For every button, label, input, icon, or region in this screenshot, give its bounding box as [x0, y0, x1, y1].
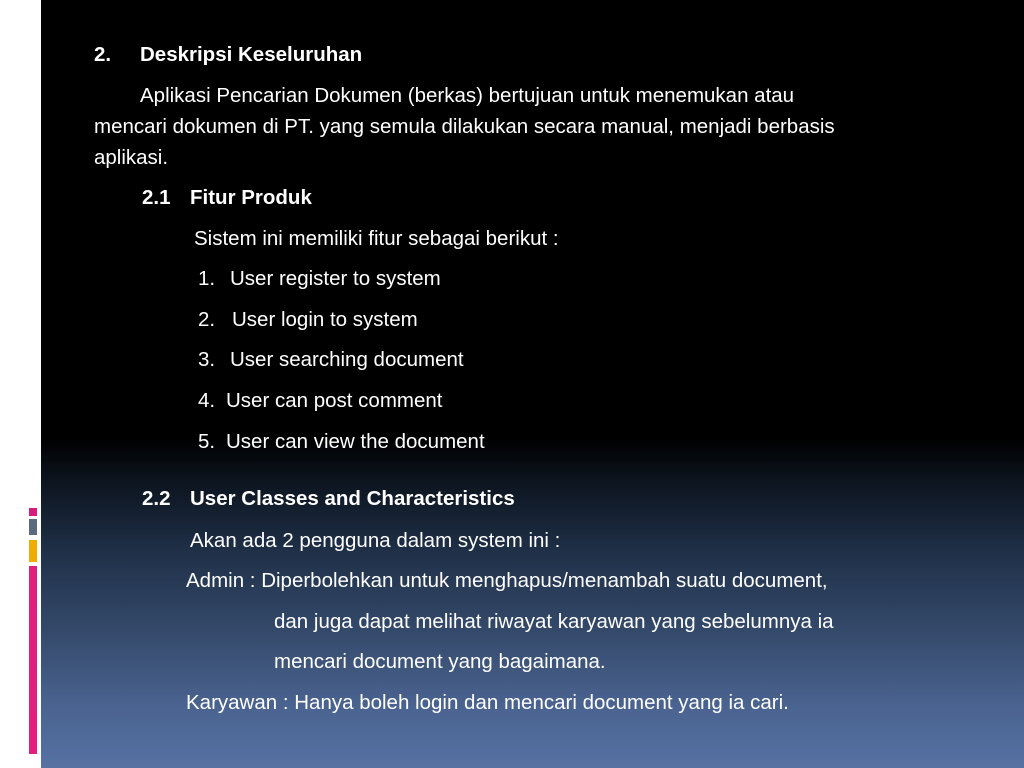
feature-item: [198, 266, 441, 292]
feature-number: 2.: [198, 308, 216, 331]
section-2-paragraph-line-2: mencari dokumen di PT. yang semula dilakukan secara manual, menjadi berbasis: [94, 115, 835, 138]
feature-text: User can post comment: [226, 389, 443, 412]
yellow-accent-bar: [29, 540, 37, 562]
left-decorative-strip: [0, 0, 41, 768]
karyawan-line: Karyawan : Hanya boleh login dan mencari document yang ia cari.: [186, 691, 789, 714]
feature-item: [198, 307, 418, 333]
section-2-2-heading: [142, 486, 515, 512]
section-2-2-title: User Classes and Characteristics: [190, 487, 515, 510]
admin-line-2: dan juga dapat melihat riwayat karyawan yang sebelumnya ia: [274, 610, 834, 633]
section-2-2-number: 2.2: [142, 487, 171, 510]
feature-text: User searching document: [230, 348, 464, 371]
section-2-paragraph-line-3: aplikasi.: [94, 146, 169, 169]
section-2-1-number: 2.1: [142, 186, 171, 209]
feature-number: 1.: [198, 267, 216, 290]
section-2-title: Deskripsi Keseluruhan: [140, 43, 363, 66]
feature-item: [198, 429, 485, 455]
section-2-heading: [94, 42, 362, 68]
feature-number: 4.: [198, 389, 216, 412]
feature-item: [198, 347, 464, 373]
feature-number: 5.: [198, 430, 216, 453]
feature-text: User can view the document: [226, 430, 485, 453]
section-2-1-title: Fitur Produk: [190, 186, 312, 209]
section-2-1-intro: Sistem ini memiliki fitur sebagai berikut :: [194, 227, 559, 250]
feature-text: User register to system: [230, 267, 441, 290]
feature-text: User login to system: [232, 308, 418, 331]
admin-line-3: mencari document yang bagaimana.: [274, 650, 606, 673]
feature-item: [198, 388, 442, 414]
admin-line-1: Admin : Diperbolehkan untuk menghapus/menambah suatu document,: [186, 569, 828, 592]
pink-accent-bar: [29, 566, 37, 754]
section-2-number: 2.: [94, 43, 112, 66]
section-2-paragraph-line-1: Aplikasi Pencarian Dokumen (berkas) bertujuan untuk menemukan atau: [140, 84, 795, 107]
pink-accent-square: [29, 508, 37, 516]
section-2-2-intro: Akan ada 2 pengguna dalam system ini :: [190, 529, 561, 552]
feature-number: 3.: [198, 348, 216, 371]
section-2-1-heading: [142, 185, 312, 211]
gray-accent-bar: [29, 519, 37, 535]
